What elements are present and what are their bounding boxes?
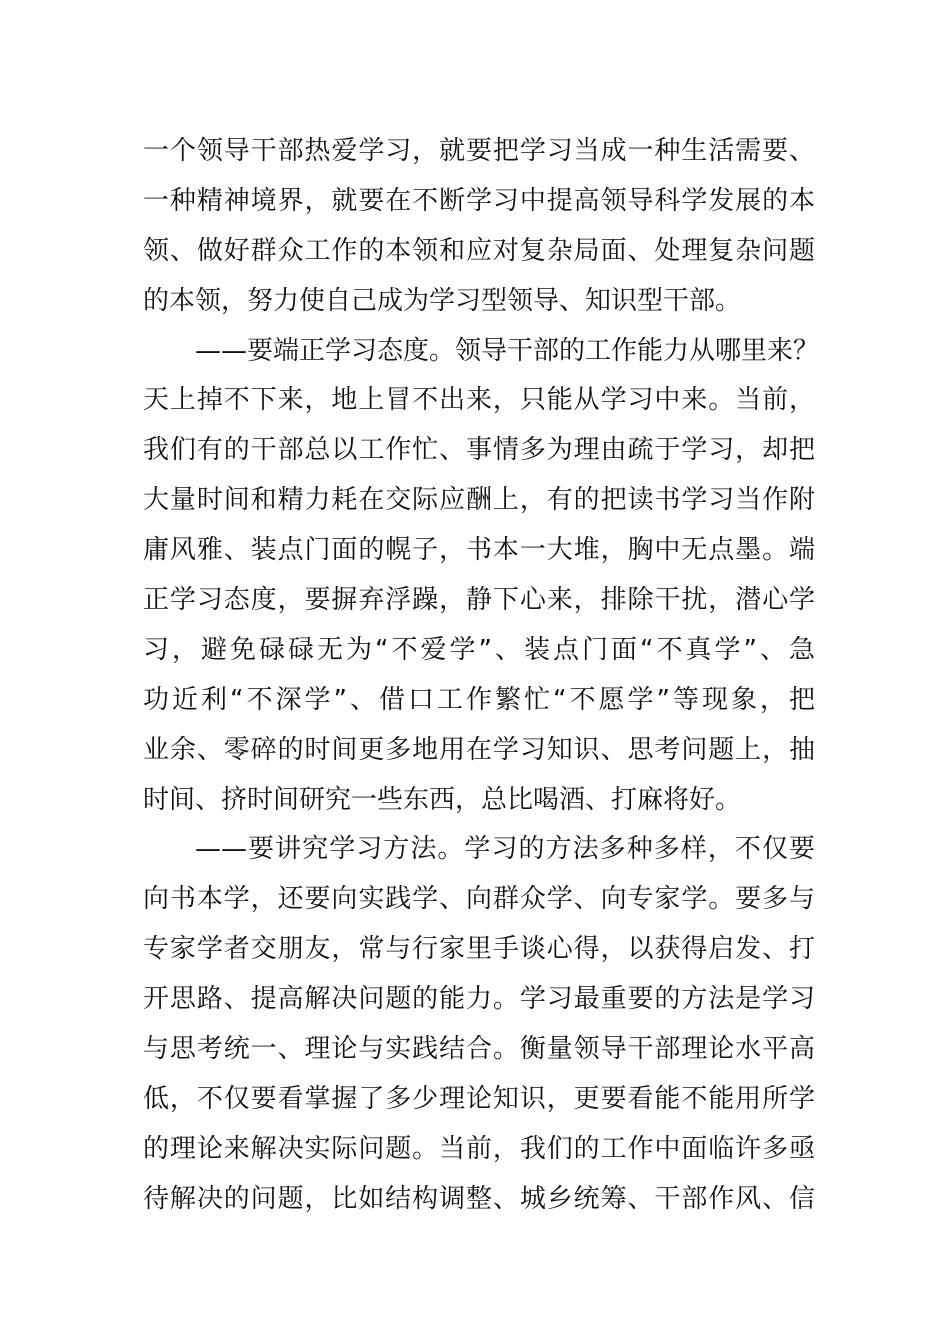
text-line: 我们有的干部总以工作忙、事情多为理由疏于学习，却把 bbox=[143, 435, 815, 466]
text-line: 习，避免碌碌无为“不爱学”、装点门面“不真学”、急 bbox=[143, 634, 815, 665]
text-line: 低，不仅要看掌握了多少理论知识，更要看能不能用所学 bbox=[143, 1083, 815, 1114]
text-line: 业余、零碎的时间更多地用在学习知识、思考问题上，抽 bbox=[143, 734, 815, 765]
text-line: 向书本学，还要向实践学、向群众学、向专家学。要多与 bbox=[143, 884, 815, 915]
text-line: 一个领导干部热爱学习，就要把学习当成一种生活需要、 bbox=[143, 136, 815, 166]
text-line: 开思路、提高解决问题的能力。学习最重要的方法是学习 bbox=[143, 984, 815, 1015]
document-body bbox=[143, 127, 820, 1225]
text-line: 正学习态度，要摒弃浮躁，静下心来，排除干扰，潜心学 bbox=[143, 585, 815, 616]
text-line: 大量时间和精力耗在交际应酬上，有的把读书学习当作附 bbox=[143, 485, 815, 516]
text-line: 待解决的问题，比如结构调整、城乡统筹、干部作风、信 bbox=[143, 1183, 815, 1214]
text-line: ——要讲究学习方法。学习的方法多种多样，不仅要 bbox=[195, 834, 815, 865]
text-line: 与思考统一、理论与实践结合。衡量领导干部理论水平高 bbox=[143, 1034, 815, 1065]
text-line: 庸风雅、装点门面的幌子，书本一大堆，胸中无点墨。端 bbox=[143, 535, 815, 566]
paragraph-3 bbox=[143, 825, 815, 1224]
text-line: 专家学者交朋友，常与行家里手谈心得，以获得启发、打 bbox=[143, 934, 815, 965]
paragraph-2 bbox=[143, 327, 820, 826]
text-line: 功近利“不深学”、借口工作繁忙“不愿学”等现象，把 bbox=[143, 684, 815, 715]
paragraph-1 bbox=[143, 127, 815, 327]
text-line: 天上掉不下来，地上冒不出来，只能从学习中来。当前， bbox=[143, 385, 815, 416]
text-line: 时间、挤时间研究一些东西，总比喝酒、打麻将好。 bbox=[143, 784, 742, 815]
text-line: 的本领，努力使自己成为学习型领导、知识型干部。 bbox=[143, 285, 742, 316]
text-line: 领、做好群众工作的本领和应对复杂局面、处理复杂问题 bbox=[143, 235, 815, 266]
text-line: 的理论来解决实际问题。当前，我们的工作中面临许多亟 bbox=[143, 1133, 815, 1164]
text-line: ——要端正学习态度。领导干部的工作能力从哪里来？ bbox=[195, 335, 820, 366]
text-line: 一种精神境界，就要在不断学习中提高领导科学发展的本 bbox=[143, 185, 815, 216]
